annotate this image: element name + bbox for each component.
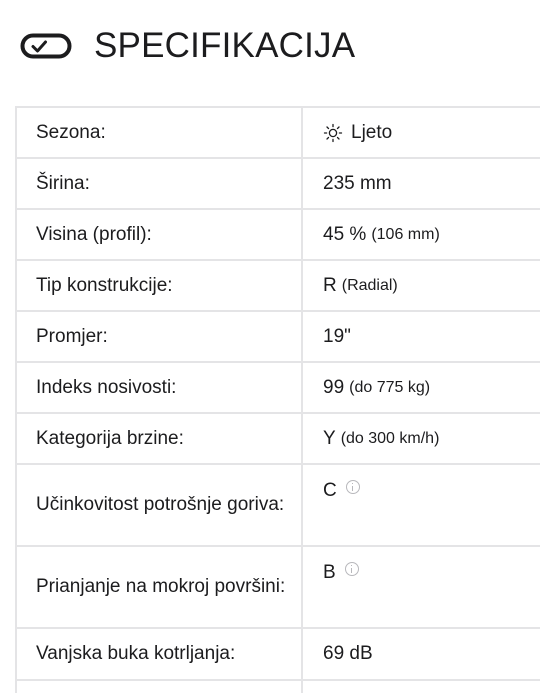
spec-row-speed-category: [17, 414, 540, 465]
spec-value: [303, 108, 540, 157]
spec-label: Sezona:: [17, 108, 303, 157]
spec-value-text: Ljeto: [351, 121, 393, 143]
spec-value-partial: [303, 681, 540, 693]
spec-label: Širina:: [17, 159, 303, 208]
info-icon[interactable]: [345, 562, 359, 576]
spec-value-note: (106 mm): [371, 225, 440, 243]
spec-label-partial: [17, 681, 303, 693]
spec-value-note: (do 775 kg): [349, 378, 431, 396]
spec-label: Prianjanje na mokroj površini:: [17, 547, 303, 627]
spec-row-partial: [17, 681, 540, 693]
spec-row-height: [17, 210, 540, 261]
spec-value: [303, 210, 540, 259]
spec-row-season: [17, 108, 540, 159]
spec-value: [303, 414, 540, 463]
spec-value: [303, 547, 540, 627]
spec-label: Vanjska buka kotrljanja:: [17, 629, 303, 679]
spec-value: [303, 159, 540, 208]
sun-icon: [323, 123, 343, 143]
spec-label: Tip konstrukcije:: [17, 261, 303, 310]
spec-label: Kategorija brzine:: [17, 414, 303, 463]
spec-row-wet-grip: [17, 547, 540, 629]
spec-value-text: R: [323, 274, 337, 296]
checkmark-pill-icon: [20, 33, 72, 59]
info-icon[interactable]: [346, 480, 360, 494]
page-title: SPECIFIKACIJA: [94, 26, 356, 65]
spec-row-load-index: [17, 363, 540, 414]
spec-row-width: [17, 159, 540, 210]
spec-row-noise: [17, 629, 540, 681]
spec-value-note: (Radial): [341, 276, 398, 294]
spec-value-text: 45 %: [323, 223, 367, 245]
spec-value: [303, 465, 540, 545]
spec-label: Visina (profil):: [17, 210, 303, 259]
spec-label: Učinkovitost potrošnje goriva:: [17, 465, 303, 545]
spec-value-text: C: [323, 480, 337, 501]
spec-value-text: Y: [323, 427, 336, 449]
spec-value: [303, 629, 540, 679]
spec-value: [303, 312, 540, 361]
spec-label: Promjer:: [17, 312, 303, 361]
spec-value: [303, 363, 540, 412]
spec-row-diameter: [17, 312, 540, 363]
spec-value-text: 19": [323, 325, 351, 347]
spec-value-text: 99: [323, 376, 345, 398]
spec-value-note: (do 300 km/h): [340, 429, 440, 447]
spec-value-text: 69 dB: [323, 643, 373, 664]
section-header: [20, 26, 355, 66]
spec-row-construction: [17, 261, 540, 312]
spec-row-fuel-efficiency: [17, 465, 540, 547]
spec-label: Indeks nosivosti:: [17, 363, 303, 412]
spec-value: [303, 261, 540, 310]
spec-table: [15, 106, 540, 693]
spec-value-text: B: [323, 562, 336, 583]
spec-value-text: 235 mm: [323, 172, 392, 194]
